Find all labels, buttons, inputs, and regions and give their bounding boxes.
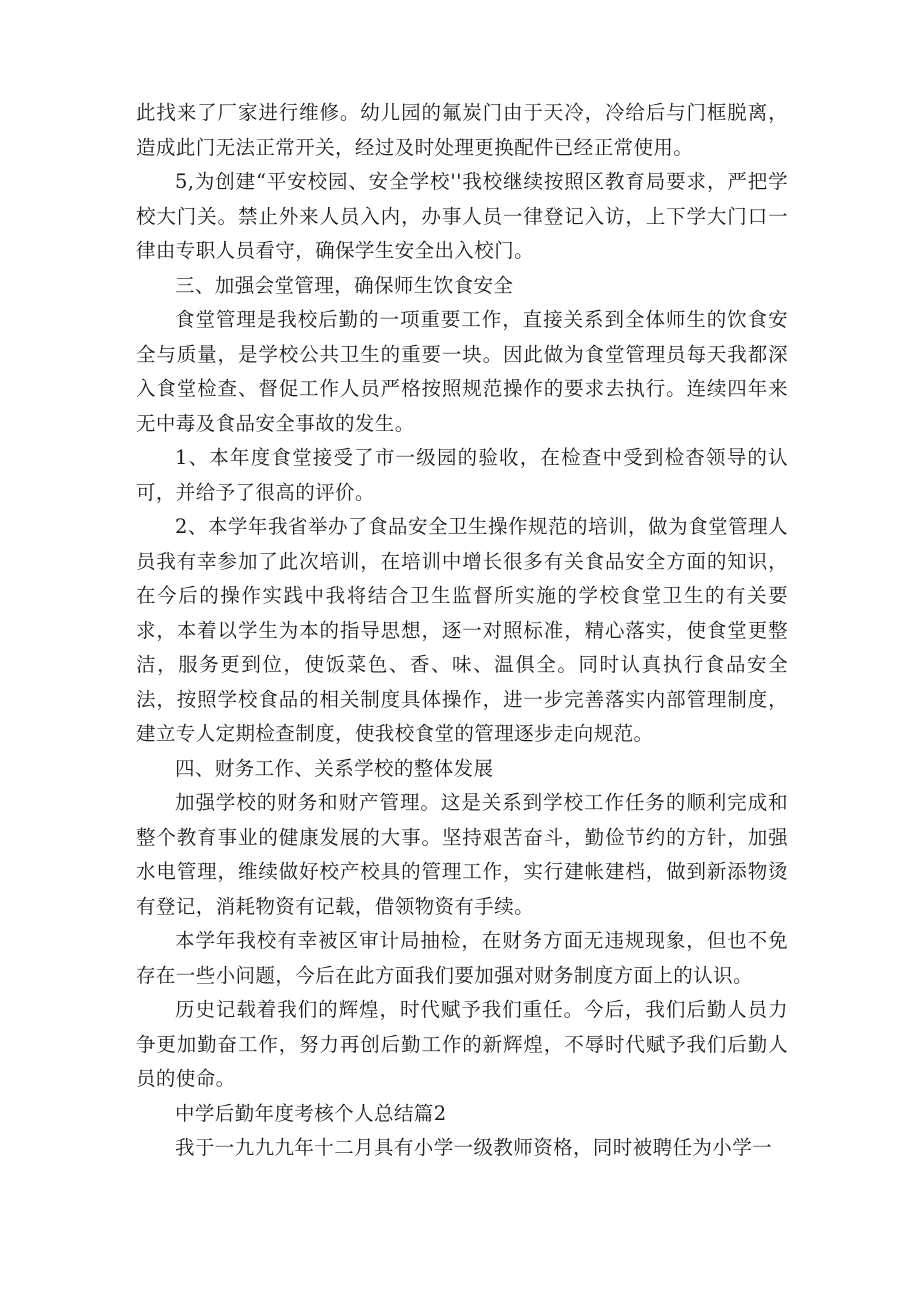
document-body: [136, 96, 788, 1166]
paragraph-finance: 加强学校的财务和财产管理。这是关系到学校工作任务的顺利完成和整个教育事业的健康发展的大事。坚持艰苦奋斗，勤俭节约的方针，加强水电管理，维续做好校产校具的管理工作，实行建帐建档，做到新添物烫有登记，消耗物资有记载，借领物资有手续。: [136, 791, 788, 918]
paragraph-item-5: 5,为创建“平安校园、安全学校''我校继续按照区教育局要求，严把学校大门关。禁止外来人员入内，办事人员一律登记入访，上下学大门口一律由专职人员看守，确保学生安全出入校门。: [136, 170, 788, 262]
paragraph-canteen-1: 1、本年度食堂接受了市一级园的验收，在检查中受到检杳领导的认可，并给予了很高的评价。: [136, 446, 788, 504]
paragraph-closing: 历史记载着我们的辉煌，时代赋予我们重任。今后，我们后勤人员力争更加勤奋工作，努力再创后勤工作的新辉煌，不辱时代赋予我们后勤人员的使命。: [136, 998, 788, 1090]
paragraph-audit: 本学年我校有幸被区审计局抽检，在财务方面无违规现象，但也不免存在一些小问题，今后在此方面我们要加强对财务制度方面上的认识。: [136, 929, 788, 987]
article-2-title: 中学后勤年度考核个人总结篇2: [175, 1101, 447, 1125]
paragraph-canteen-2: 2、本学年我省举办了食品安全卫生操作规范的培训，做为食堂管理人员我有幸参加了此次培训，在培训中增长很多有关食品安全方面的知识，在今后的操作实践中我将结合卫生监督所实施的学校食堂卫生的有关要求，本着以学生为本的指导思想，逐一对照标准，精心落实，使食堂更整洁，服务更到位，使饭菜色、香、味、温俱全。同时认真执行食品安全法，按照学校食品的相关制度具体操作，进一步完善落实内部管理制度，建立专人定期检查制度，使我校食堂的管理逐步走向规范。: [136, 515, 788, 745]
section-heading-4: 四、财务工作、关系学校的整体发展: [175, 756, 494, 780]
paragraph-canteen: 食堂管理是我校后勤的一项重要工作，直接关系到全体师生的饮食安全与质量，是学校公共卫生的重要一块。因此做为食堂管理员每天我都深入食堂检查、督促工作人员严格按照规范操作的要求去执行。连续四年来无中毒及食品安全事故的发生。: [136, 308, 788, 435]
section-heading-3: 三、加强会堂管理，确保师生饮食安全: [175, 273, 514, 297]
paragraph-continuation: 此找来了厂家进行维修。幼儿园的氟炭门由于天冷，冷给后与门框脱离，造成此门无法正常开关，经过及时处理更换配件已经正常使用。: [136, 101, 788, 159]
paragraph-article-2-start: 我于一九九九年十二月具有小学一级教师资格，同时被聘任为小学一: [175, 1136, 773, 1159]
